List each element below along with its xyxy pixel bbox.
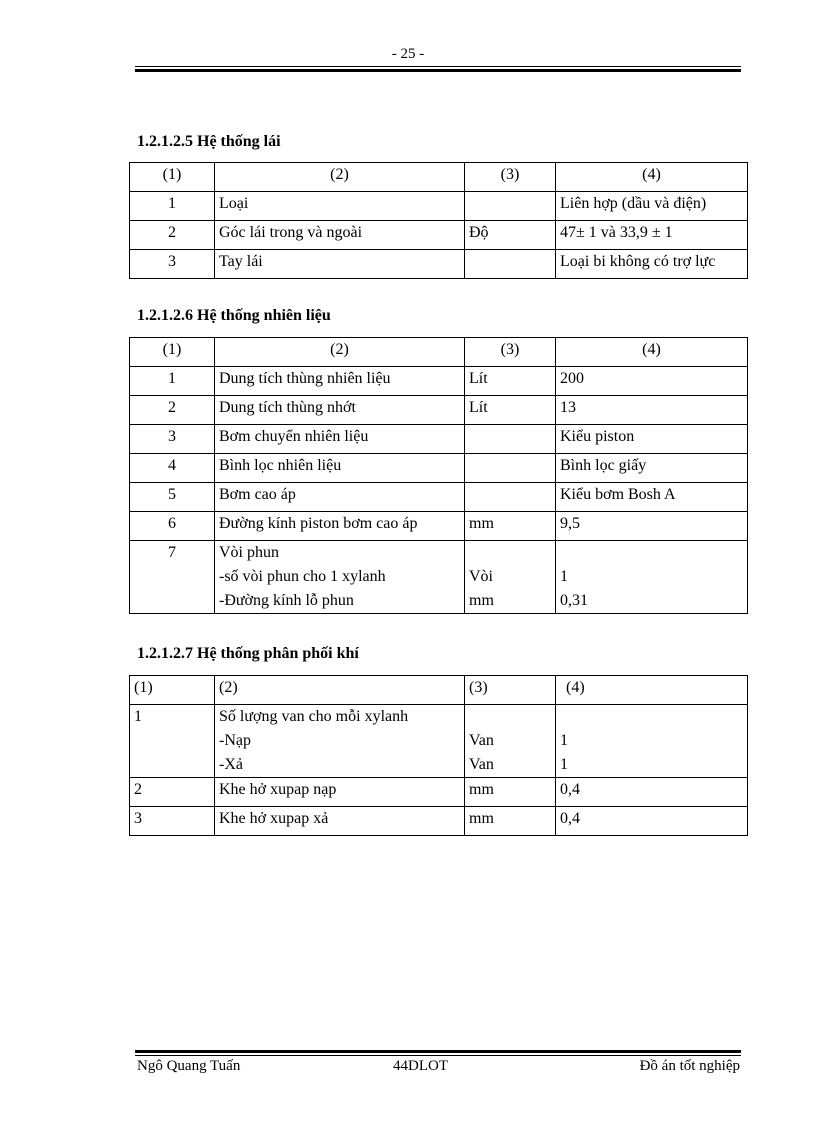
table-row <box>130 705 748 778</box>
row-unit-line <box>469 705 551 729</box>
row-unit: mm <box>465 807 556 836</box>
row-parameter: Đường kính piston bơm cao áp <box>215 512 465 541</box>
row-unit: Độ <box>465 221 556 250</box>
row-parameter-line: -Đường kính lỗ phun <box>219 592 354 609</box>
row-number: 6 <box>130 512 215 541</box>
row-value: Bình lọc giấy <box>556 454 748 483</box>
table-row <box>130 221 748 250</box>
row-number: 5 <box>130 483 215 512</box>
column-header: (1) <box>130 676 215 705</box>
table-row <box>130 483 748 512</box>
section-title-valve: 1.2.1.2.7 Hệ thống phân phối khí <box>137 645 359 662</box>
row-value: Loại bi không có trợ lực <box>556 250 748 279</box>
column-header: (2) <box>215 338 465 367</box>
row-number: 3 <box>130 250 215 279</box>
row-parameter-line: -Xả <box>219 756 243 773</box>
column-header: (2) <box>215 676 465 705</box>
column-header: (3) <box>465 676 556 705</box>
table-row <box>130 250 748 279</box>
row-parameter: Khe hở xupap nạp <box>215 778 465 807</box>
row-value: Kiểu piston <box>556 425 748 454</box>
column-header: (1) <box>130 163 215 192</box>
row-unit-line: Van <box>469 732 494 749</box>
row-unit-line: Van <box>469 756 494 773</box>
row-parameter: Khe hở xupap xả <box>215 807 465 836</box>
row-unit <box>465 250 556 279</box>
row-number: 2 <box>130 778 215 807</box>
row-parameter: Bơm cao áp <box>215 483 465 512</box>
row-number: 2 <box>130 221 215 250</box>
footer-rule-thin <box>135 1055 741 1056</box>
column-header: (4) <box>556 676 748 705</box>
row-value: Kiểu bơm Bosh A <box>556 483 748 512</box>
row-number: 4 <box>130 454 215 483</box>
fuel-table <box>129 337 748 614</box>
table-row <box>130 807 748 836</box>
row-number: 1 <box>130 192 215 221</box>
row-value-line: 1 <box>560 756 568 773</box>
column-header: (1) <box>130 338 215 367</box>
row-parameter-line: Số lượng van cho mỗi xylanh <box>219 708 409 725</box>
footer-rule-thick <box>135 1050 741 1053</box>
page-number: - 25 - <box>391 46 425 62</box>
row-unit-line: Vòi <box>469 568 493 585</box>
row-number: 3 <box>130 425 215 454</box>
table-row <box>130 541 748 614</box>
row-value-line: 0,31 <box>560 592 588 609</box>
table-header-row <box>130 338 748 367</box>
row-parameter-line: -số vòi phun cho 1 xylanh <box>219 568 386 585</box>
row-parameter-line: Vòi phun <box>219 544 279 561</box>
row-parameter <box>215 705 465 778</box>
row-value <box>556 705 748 778</box>
row-unit: Lít <box>465 367 556 396</box>
row-unit <box>465 454 556 483</box>
row-value: Liên hợp (dầu và điện) <box>556 192 748 221</box>
valve-table <box>129 675 748 836</box>
table-row <box>130 367 748 396</box>
row-parameter: Bơm chuyển nhiên liệu <box>215 425 465 454</box>
table-row <box>130 778 748 807</box>
footer-author: Ngô Quang Tuấn <box>137 1058 241 1074</box>
header-rule-thin <box>135 66 741 67</box>
row-unit <box>465 192 556 221</box>
row-value-line <box>560 541 743 565</box>
row-unit <box>465 705 556 778</box>
row-value: 47± 1 và 33,9 ± 1 <box>556 221 748 250</box>
row-number: 7 <box>130 541 215 614</box>
row-parameter: Loại <box>215 192 465 221</box>
row-number: 1 <box>130 705 215 778</box>
row-value-line <box>560 705 743 729</box>
row-number: 1 <box>130 367 215 396</box>
row-number: 2 <box>130 396 215 425</box>
table-row <box>130 512 748 541</box>
table-header-row <box>130 163 748 192</box>
row-value <box>556 541 748 614</box>
row-parameter: Dung tích thùng nhớt <box>215 396 465 425</box>
header-rule-thick <box>135 69 741 72</box>
row-value: 0,4 <box>556 778 748 807</box>
table-header-row <box>130 676 748 705</box>
row-unit-line <box>469 541 551 565</box>
section-title-steering: 1.2.1.2.5 Hệ thống lái <box>137 133 281 150</box>
row-unit <box>465 483 556 512</box>
table-row <box>130 192 748 221</box>
row-value-line: 1 <box>560 732 568 749</box>
row-unit: Lít <box>465 396 556 425</box>
section-title-fuel: 1.2.1.2.6 Hệ thống nhiên liệu <box>137 307 331 324</box>
row-value: 13 <box>556 396 748 425</box>
steering-table <box>129 162 748 279</box>
row-value: 200 <box>556 367 748 396</box>
row-value-line: 1 <box>560 568 568 585</box>
table-row <box>130 454 748 483</box>
table-row <box>130 425 748 454</box>
row-unit-line: mm <box>469 592 494 609</box>
table-row <box>130 396 748 425</box>
row-value: 0,4 <box>556 807 748 836</box>
row-unit: mm <box>465 512 556 541</box>
row-parameter-line: -Nạp <box>219 732 251 749</box>
column-header: (3) <box>465 338 556 367</box>
column-header: (3) <box>465 163 556 192</box>
row-unit <box>465 425 556 454</box>
footer-class-code: 44DLOT <box>393 1058 448 1074</box>
row-parameter: Tay lái <box>215 250 465 279</box>
column-header: (2) <box>215 163 465 192</box>
row-parameter: Góc lái trong và ngoài <box>215 221 465 250</box>
row-parameter: Dung tích thùng nhiên liệu <box>215 367 465 396</box>
row-number: 3 <box>130 807 215 836</box>
column-header: (4) <box>556 338 748 367</box>
row-parameter <box>215 541 465 614</box>
row-value: 9,5 <box>556 512 748 541</box>
row-parameter: Bình lọc nhiên liệu <box>215 454 465 483</box>
footer-doc-type: Đồ án tốt nghiệp <box>639 1058 740 1074</box>
row-unit: mm <box>465 778 556 807</box>
column-header: (4) <box>556 163 748 192</box>
row-unit <box>465 541 556 614</box>
